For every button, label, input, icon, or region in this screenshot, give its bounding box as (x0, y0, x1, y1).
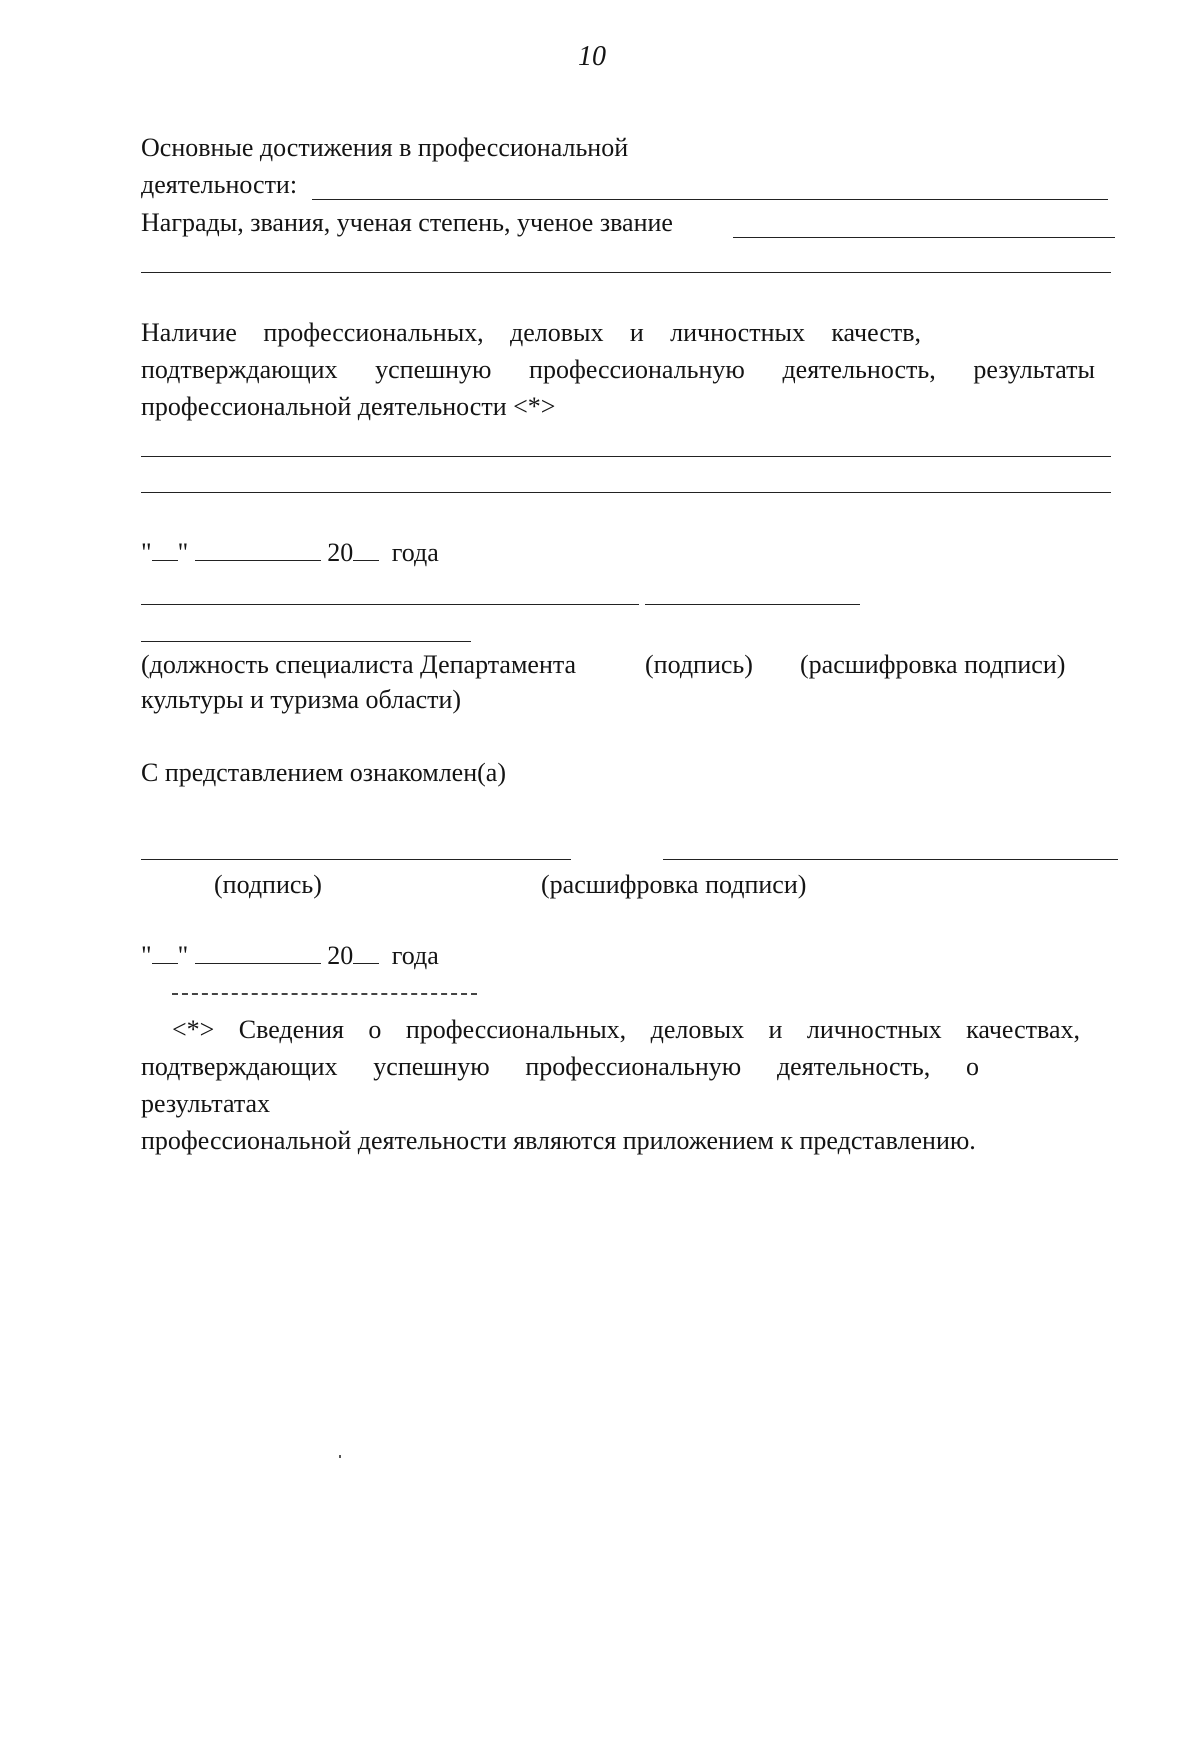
awards-fill-line-2[interactable] (141, 272, 1111, 273)
qualities-line2: подтверждающих успешную профессиональную деятельность, результаты (141, 355, 1095, 384)
signature-caption: (подпись) (645, 650, 753, 679)
year-blank[interactable] (353, 939, 379, 964)
achievements-label-line1: Основные достижения в профессиональной (141, 133, 629, 162)
month-blank[interactable] (195, 939, 321, 964)
qualities-line1: Наличие профессиональных, деловых и личностных качеств, (141, 318, 921, 347)
awards-fill-line[interactable] (733, 237, 1115, 238)
year-century: 20 (327, 538, 354, 567)
footnote-line3: результатах (141, 1089, 271, 1118)
acquainted-signature-caption: (подпись) (214, 870, 322, 899)
day-blank[interactable] (152, 536, 178, 561)
day-blank[interactable] (152, 939, 178, 964)
year-word: года (391, 941, 439, 970)
quote-close: " (177, 941, 189, 970)
footnote-line4: профессиональной деятельности являются приложением к представлению. (141, 1126, 976, 1155)
year-century: 20 (327, 941, 354, 970)
awards-label: Награды, звания, ученая степень, ученое звание (141, 208, 673, 237)
acquainted-signature-line[interactable] (141, 859, 571, 860)
specialist-position-line-2[interactable] (141, 641, 471, 642)
quote-close: " (177, 538, 189, 567)
acquainted-decoding-caption: (расшифровка подписи) (541, 870, 807, 899)
footnote-separator (172, 993, 477, 995)
position-caption-2: культуры и туризма области) (141, 685, 462, 714)
quote-open: " (141, 941, 152, 970)
qualities-fill-line-1[interactable] (141, 456, 1111, 457)
position-caption: (должность специалиста Департамента (141, 650, 577, 679)
page-number: 10 (578, 41, 606, 72)
achievements-label-line2: деятельности: (141, 170, 298, 199)
qualities-line3: профессиональной деятельности <*> (141, 392, 556, 421)
acquainted-decoding-line[interactable] (663, 859, 1118, 860)
footnote-line1: <*> Сведения о профессиональных, деловых и личностных качествах, (172, 1015, 1080, 1044)
date-field-1[interactable] (141, 536, 439, 570)
decoding-caption: (расшифровка подписи) (800, 650, 1066, 679)
year-blank[interactable] (353, 536, 379, 561)
month-blank[interactable] (195, 536, 321, 561)
date-field-2[interactable] (141, 939, 439, 973)
footnote-line2: подтверждающих успешную профессиональную деятельность, о (141, 1052, 979, 1081)
scan-speck (339, 1455, 341, 1458)
acquainted-label: С представлением ознакомлен(а) (141, 758, 506, 787)
achievements-fill-line[interactable] (312, 199, 1108, 200)
quote-open: " (141, 538, 152, 567)
specialist-position-line-1[interactable] (141, 604, 639, 605)
year-word: года (391, 538, 439, 567)
specialist-signature-line[interactable] (645, 604, 860, 605)
qualities-fill-line-2[interactable] (141, 492, 1111, 493)
